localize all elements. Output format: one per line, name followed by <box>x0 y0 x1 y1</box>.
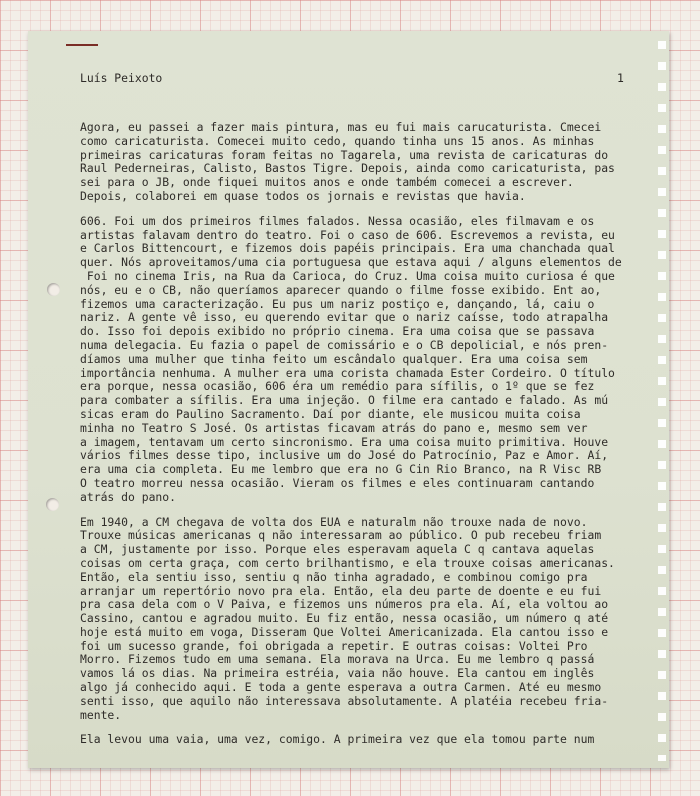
text-line: nós, eu e o CB, não queríamos aparecer quando o filme fosse exibido. Ent ao, <box>80 282 602 297</box>
text-line: minha no Teatro S José. Os artistas ficavam atrás do pano e, mesmo sem ver <box>80 420 588 435</box>
text-line: a CM, justamente por isso. Porque eles esperavam aquela C q cantava aquelas <box>80 542 595 557</box>
text-line: numa delegacia. Eu fazia o papel de comissário e o CB depolicial, e nós pren- <box>80 337 609 352</box>
red-pen-mark <box>66 44 98 46</box>
text-line: Em 1940, a CM chegava de volta dos EUA e naturalm não trouxe nada de novo. <box>80 514 588 529</box>
text-line: pra casa dela com o V Paiva, e fizemos uns números pra ela. Aí, ela voltou ao <box>80 597 609 612</box>
text-line: era porque, nessa ocasião, 606 éra um remédio para sífilis, o 1º que se fez <box>80 379 595 394</box>
text-line: artistas falavam dentro do teatro. Foi o caso de 606. Escrevemos a revista, eu <box>80 227 615 242</box>
text-line: mente. <box>80 707 122 722</box>
text-line: Foi no cinema Iris, na Rua da Carioca, do Cruz. Uma coisa muito curiosa é que <box>80 268 615 283</box>
text-line: Ela levou uma vaia, uma vez, comigo. A primeira vez que ela tomou parte num <box>80 732 595 747</box>
text-line: díamos uma mulher que tinha feito um escândalo qualquer. Era uma coisa sem <box>80 351 588 366</box>
paragraph <box>80 516 645 723</box>
text-line: a imagem, tentavam um certo sincronismo. Era uma coisa muito primitiva. Houve <box>80 434 609 449</box>
author-header: Luís Peixoto <box>80 71 163 85</box>
page-number: 1 <box>617 71 624 85</box>
text-line: vamos lá os dias. Na primeira estréia, vaia não houve. Ela cantou em inglês <box>80 666 595 681</box>
text-line: para combater a sífilis. Era uma injeção. O filme era cantado e falado. As mú <box>80 393 609 408</box>
text-line: Cassino, cantou e agradou muito. Eu fiz então, nessa ocasião, um número q até <box>80 611 609 626</box>
text-line: Depois, colaborei em quase todos os jornais e revistas que havia. <box>80 188 526 203</box>
text-line: Morro. Fizemos tudo em uma semana. Ela morava na Urca. Eu me lembro q passá <box>80 652 595 667</box>
text-line: do. Isso foi depois exibido no próprio cinema. Era uma coisa que se passava <box>80 324 595 339</box>
text-line: Então, ela sentiu isso, sentiu q não tinha agradado, e combinou comigo pra <box>80 569 588 584</box>
punch-hole <box>46 498 59 511</box>
text-line: O teatro morreu nessa ocasião. Vieram os filmes e eles continuaram cantando <box>80 475 595 490</box>
text-line: Agora, eu passei a fazer mais pintura, mas eu fui mais carucaturista. Cmecei <box>80 120 602 134</box>
text-line: foi um sucesso grande, foi obrigada a repetir. E outras coisas: Voltei Pro <box>80 638 588 653</box>
punch-hole <box>47 283 60 296</box>
text-line: Trouxe músicas americanas q não interessaram ao público. O pub recebeu friam <box>80 528 602 543</box>
body-text <box>80 121 645 758</box>
text-line: senti isso, que aquilo não interessava absolutamente. A platéia recebeu fria- <box>80 693 609 708</box>
paragraph <box>80 733 645 747</box>
text-line: primeiras caricaturas foram feitas no Tagarela, uma revista de caricaturas do <box>80 147 609 162</box>
typewritten-page <box>28 31 669 768</box>
text-line: era uma cia completa. Eu me lembro que era no G Cin Rio Branco, na R Visc RB <box>80 462 602 477</box>
text-line: hoje está muito em voga, Disseram Que Voltei Americanizada. Ela cantou isso e <box>80 624 609 639</box>
text-line: quer. Nós aproveitamos/uma cia portuguesa que estava aqui / alguns elementos de <box>80 255 622 270</box>
text-line: 606. Foi um dos primeiros filmes falados. Nessa ocasião, eles filmavam e os <box>80 213 595 228</box>
text-line: atrás do pano. <box>80 489 177 504</box>
text-line: e Carlos Bittencourt, e fizemos dois papéis principais. Era uma chanchada qual <box>80 241 615 256</box>
paragraph <box>80 121 645 204</box>
binder-edge <box>658 41 666 761</box>
text-line: Raul Pederneiras, Calisto, Bastos Tigre. Depois, ainda como caricaturista, pas <box>80 161 615 176</box>
text-line: algo já conhecido aqui. E toda a gente esperava a outra Carmen. Até eu mesmo <box>80 680 602 695</box>
text-line: importância nenhuma. A mulher era uma corista chamada Ester Cordeiro. O título <box>80 365 615 380</box>
text-line: arranjar um repertório novo pra ela. Então, ela deu parte de doente e eu fui <box>80 583 602 598</box>
text-line: sicas eram do Paulino Sacramento. Daí por diante, ele musicou muita coisa <box>80 406 581 421</box>
text-line: coisas om certa graça, com certo brilhantismo, e ela trouxe coisas americanas. <box>80 555 615 570</box>
paragraph <box>80 215 645 505</box>
text-line: como caricaturista. Comecei muito cedo, quando tinha uns 15 anos. As minhas <box>80 133 595 148</box>
text-line: vários filmes desse tipo, inclusive um do José do Patrocínio, Paz e Amor. Aí, <box>80 448 609 463</box>
text-line: sei para o JB, onde fiquei muitos anos e onde também comecei a escrever. <box>80 175 574 190</box>
text-line: fizemos uma caracterização. Eu pus um nariz postiço e, dançando, lá, caiu o <box>80 296 595 311</box>
text-line: nariz. A gente vê isso, eu querendo evitar que o nariz caísse, todo atrapalha <box>80 310 609 325</box>
